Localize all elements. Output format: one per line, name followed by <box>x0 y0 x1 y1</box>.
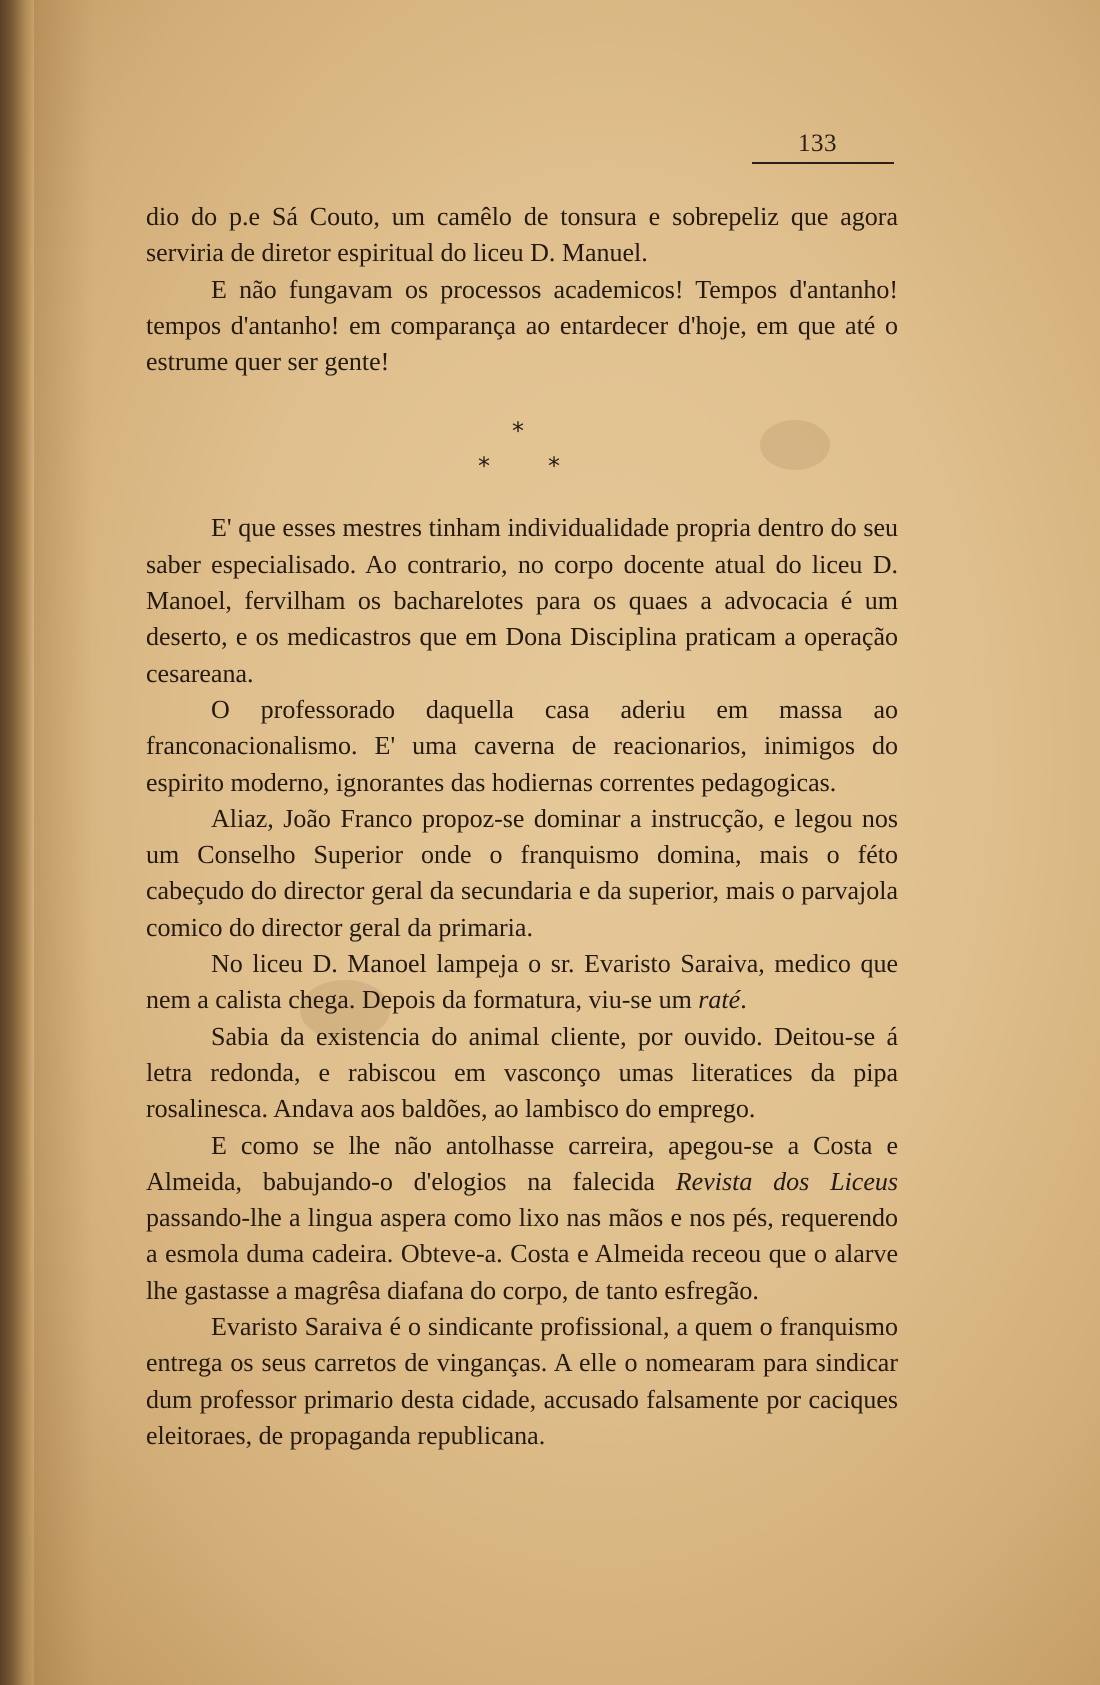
asterisk-top: * <box>512 417 524 446</box>
paragraph-continuation: dio do p.e Sá Couto, um camêlo de tonsura e sobrepeliz que agora serviria de diretor espiritual do liceu D. Manuel. <box>146 202 898 268</box>
asterisk-right: * <box>548 452 560 481</box>
paragraph-text: . <box>740 985 747 1015</box>
italic-title: Revista dos Liceus <box>675 1166 899 1196</box>
paragraph: Sabia da existencia do animal cliente, por ouvido. Deitou-se á letra redonda, e rabiscou em vasconço umas literatices da pipa rosalinesca. Andava aos baldões, ao lambisco do emprego. <box>146 1021 898 1124</box>
paragraph: E não fungavam os processos academicos! Tempos d'antanho! tempos d'antanho! em comparança ao entardecer d'hoje, em que até o estrume quer ser gente! <box>146 274 898 377</box>
book-spine-shadow <box>0 0 34 1685</box>
paragraph: O professorado daquella casa aderiu em massa ao franconacionalismo. E' uma caverna de reacionarios, inimigos do espirito moderno, ignorantes das hodiernas correntes pedagogicas. <box>146 694 898 797</box>
paragraph <box>146 1128 898 1309</box>
paragraph <box>146 946 898 1019</box>
paragraph: Evaristo Saraiva é o sindicante profissional, a quem o franquismo entrega os seus carretos de vinganças. A elle o nomearam para sindicar dum professor primario desta cidade, accusado falsamente por caciques eleitoraes, de propaganda republicana. <box>146 1312 898 1450</box>
italic-term: raté <box>698 985 741 1015</box>
header-rule <box>752 162 894 164</box>
paragraph-text: No liceu D. Manoel lampeja o sr. Evaristo Saraiva, medico que nem a calista chega. Depois da formatura, viu-se um <box>146 949 898 1015</box>
paragraph-text: passando-lhe a lingua aspera como lixo nas mãos e nos pés, requerendo a esmola duma cadeira. Obteve-a. Costa e Almeida receou que o alarve lhe gastasse a magrêsa diafana do corpo, de tanto esfregão. <box>146 1203 898 1305</box>
page-number: 133 <box>798 130 837 157</box>
asterisk-left: * <box>478 452 490 481</box>
paragraph-text: E como se lhe não antolhasse carreira, apegou-se a Costa e Almeida, babujando-o d'elogios na falecida <box>146 1130 898 1196</box>
body-text <box>146 199 898 1454</box>
page-edge-stain <box>34 0 94 1685</box>
paragraph: E' que esses mestres tinham individualidade propria dentro do seu saber especialisado. Ao contrario, no corpo docente atual do liceu D. Manoel, fervilham os bacharelotes para os quaes a advocacia é um deserto, e os medicastros que em Dona Disciplina praticam a operação cesareana. <box>146 513 898 688</box>
section-break-asterism <box>146 380 898 510</box>
paragraph: Aliaz, João Franco propoz-se dominar a instrucção, e legou nos um Conselho Superior onde o franquismo domina, mais o féto cabeçudo do director geral da secundaria e da superior, mais o parvajola comico do director geral da primaria. <box>146 803 898 942</box>
